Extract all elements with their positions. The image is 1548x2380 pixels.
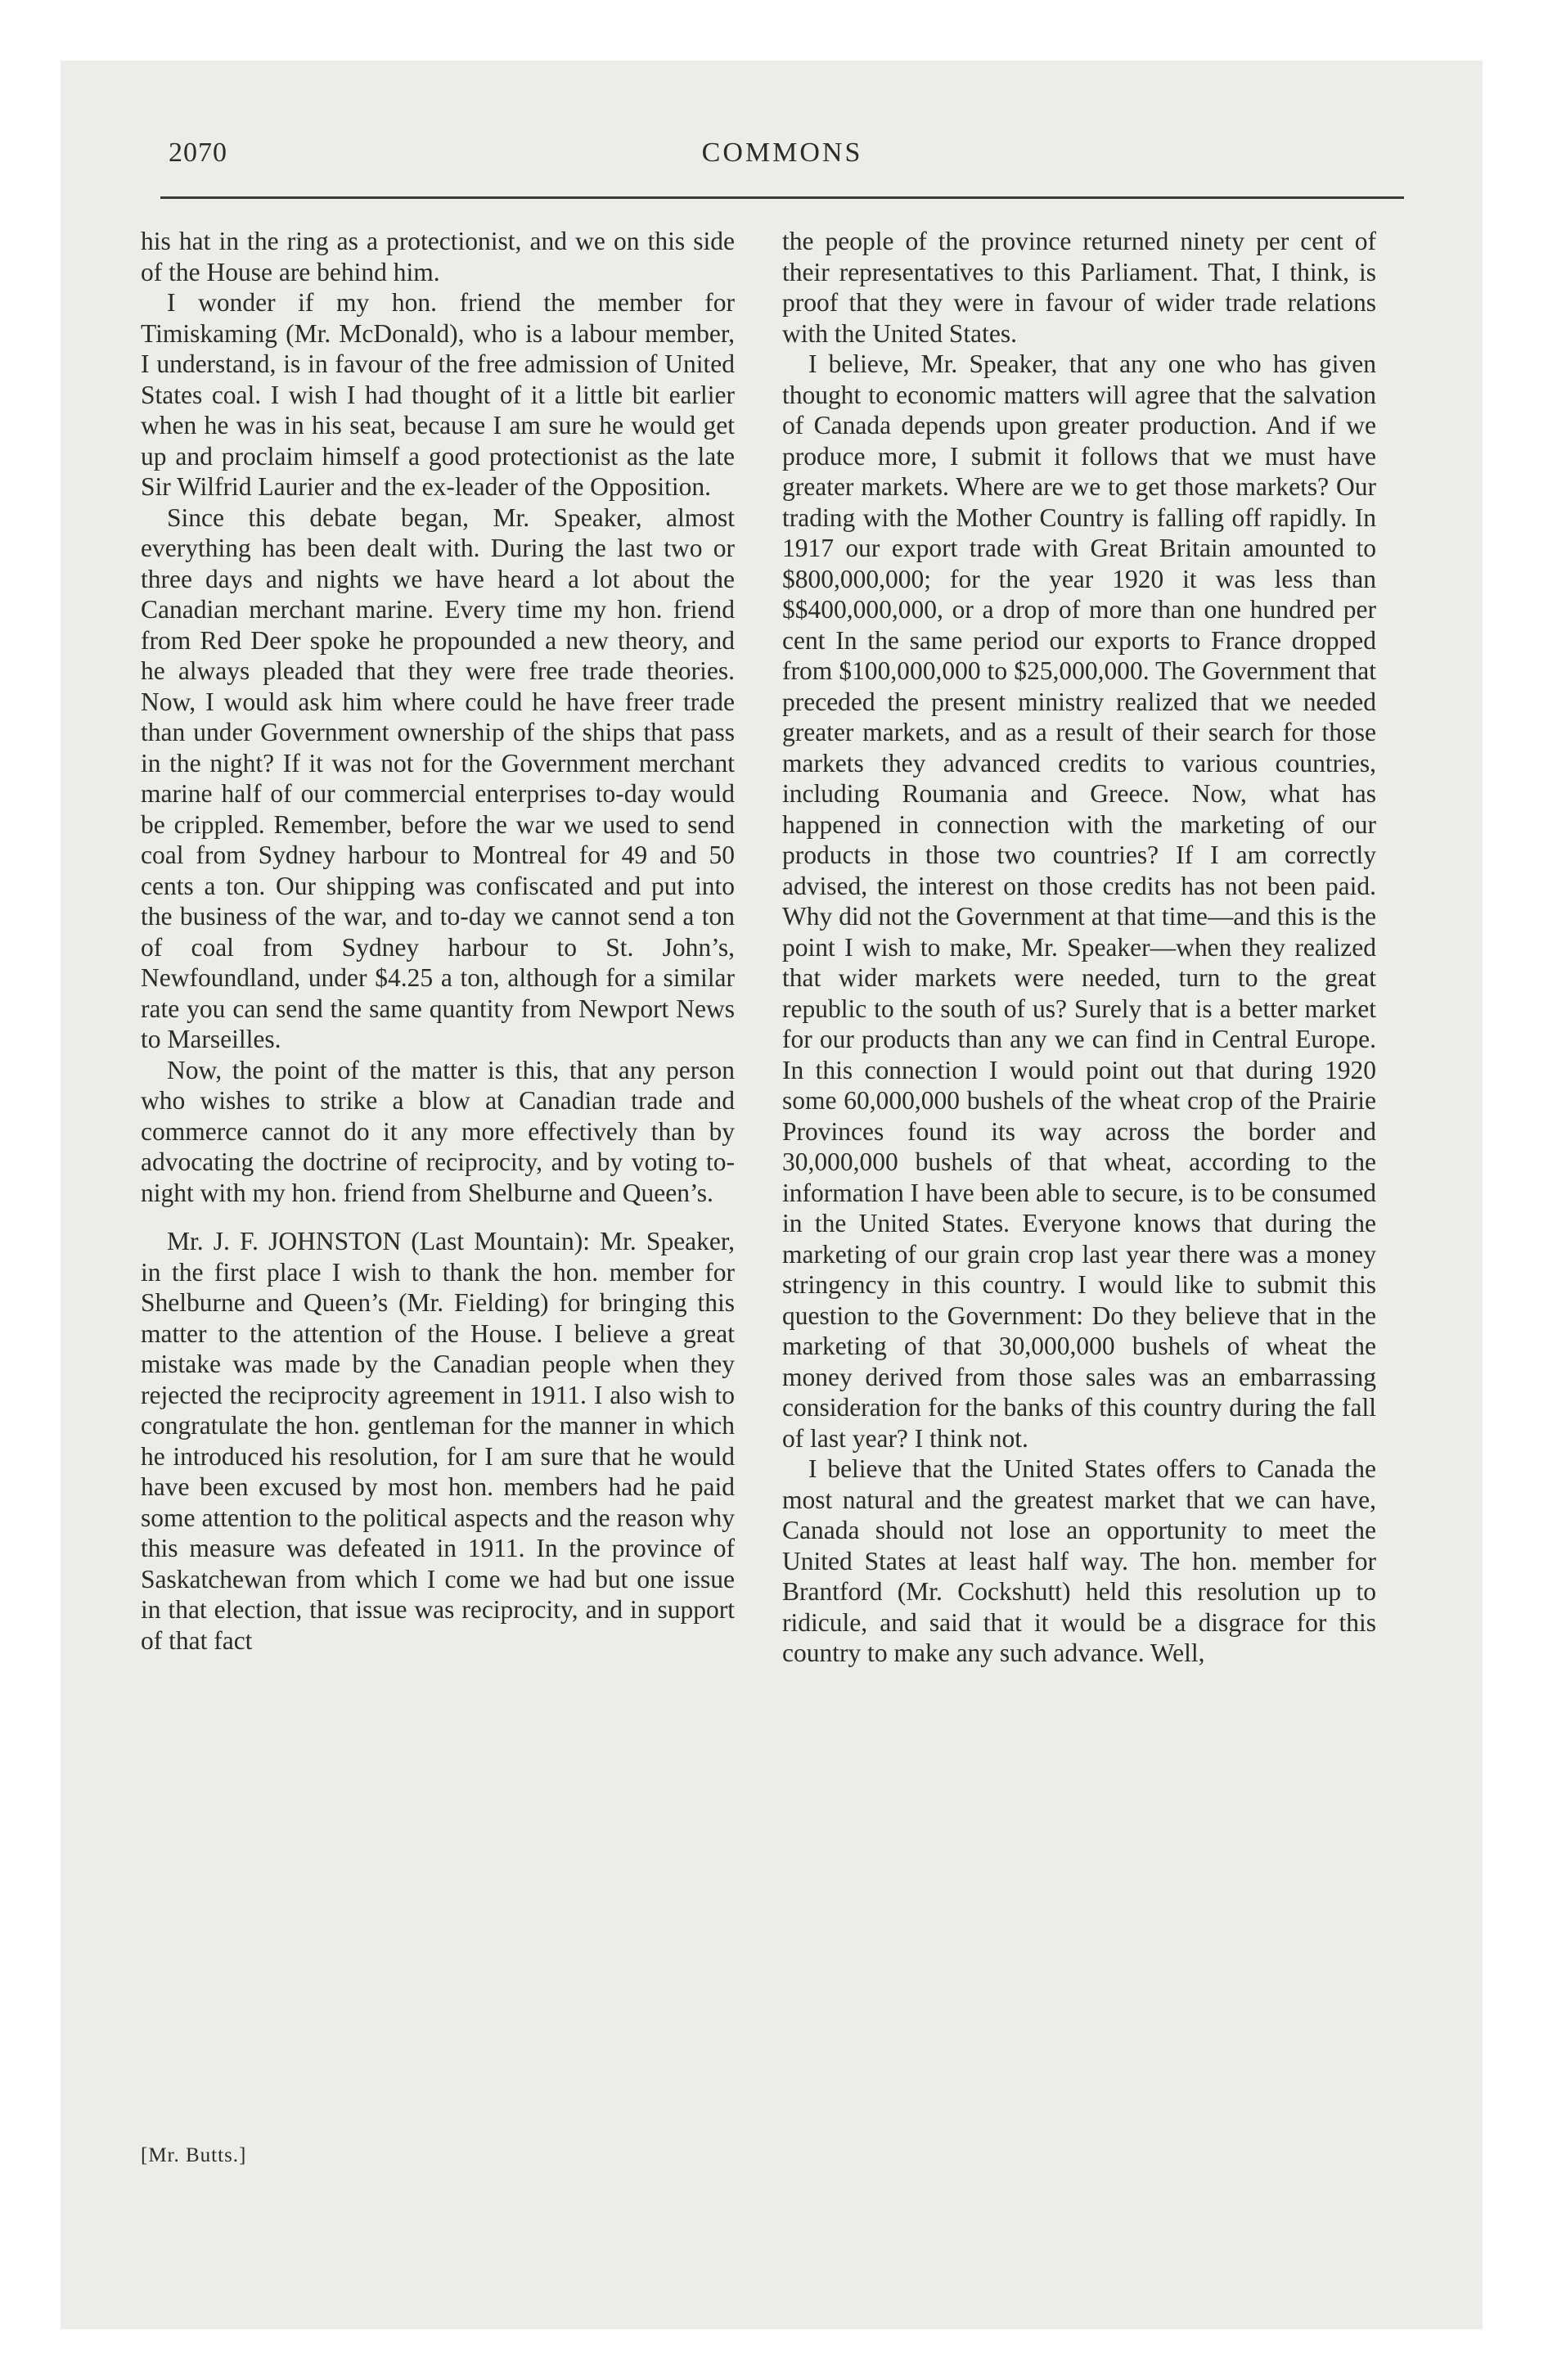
page-title: COMMONS xyxy=(701,137,863,168)
header-rule xyxy=(160,196,1404,199)
left-column xyxy=(141,226,735,1656)
paragraph: Now, the point of the matter is this, that any person who wishes to strike a blow at Canadian trade and commerce cannot do it any more effectively than by advocating the doctrine of reciprocity, and by voting to-night with my hon. friend from Shelburne and Queen’s. xyxy=(141,1055,735,1207)
speaker-paragraph: Mr. J. F. JOHNSTON (Last Mountain): Mr. Speaker, in the first place I wish to thank the hon. member for Shelburne and Queen’s (Mr. Fielding) for bringing this matter to the attention of the House. I believe a great mistake was made by the Canadian people when they rejected the reciprocity agreement in 1911. I also wish to congratulate the hon. gentleman for the manner in which he introduced his resolution, for I am sure that he would have been excused by most hon. members had he paid some attention to the political aspects and the reason why this measure was defeated in 1911. In the province of Saskatchewan from which I come we had but one issue in that election, that issue was reciprocity, and in support of that fact xyxy=(141,1227,735,1655)
paragraph: I believe that the United States offers to Canada the most natural and the greatest market that we can have, Canada should not lose an opportunity to meet the United States at least half way. The hon. member for Brantford (Mr. Cockshutt) held this resolution up to ridicule, and said that it would be a disgrace for this country to make any such advance. Well, xyxy=(782,1454,1376,1667)
paragraph: I believe, Mr. Speaker, that any one who has given thought to economic matters will agree that the salvation of Canada depends upon greater production. And if we produce more, I submit it follows that we must have greater markets. Where are we to get those markets? Our trading with the Mother Country is falling off rapidly. In 1917 our export trade with Great Britain amounted to $800,000,000; for the year 1920 it was less than $$400,000,000, or a drop of more than one hundred per cent In the same period our exports to France dropped from $100,000,000 to $25,000,000. The Government that preceded the present ministry realized that we needed greater markets, and as a result of their search for those markets they advanced credits to various countries, including Roumania and Greece. Now, what has happened in connection with the marketing of our products in those two countries? If I am correctly advised, the interest on those credits has not been paid. Why did not the Government at that time—and this is the point I wish to make, Mr. Speaker—when they realized that wider markets were needed, turn to the great republic to the south of us? Surely that is a better market for our products than any we can find in Central Europe. In this connection I would point out that during 1920 some 60,000,000 bushels of the wheat crop of the Prairie Provinces found its way across the border and 30,000,000 bushels of that wheat, according to the information I have been able to secure, is to be consumed in the United States. Everyone knows that during the marketing of our grain crop last year there was a money stringency in this country. I would like to submit this question to the Government: Do they believe that in the marketing of that 30,000,000 bushels of wheat the money derived from those sales was an embarrassing consideration for the banks of this country during the fall of last year? I think not. xyxy=(782,349,1376,1453)
paragraph: Since this debate began, Mr. Speaker, almost everything has been dealt with. During the last two or three days and nights we have heard a lot about the Canadian merchant marine. Every time my hon. friend from Red Deer spoke he propounded a new theory, and he always pleaded that they were free trade theories. Now, I would ask him where could he have freer trade than under Government ownership of the ships that pass in the night? If it was not for the Government merchant marine half of our commercial enterprises to-day would be crippled. Remember, before the war we used to send coal from Sydney harbour to Montreal for 49 and 50 cents a ton. Our shipping was confiscated and put into the business of the war, and to-day we cannot send a ton of coal from Sydney harbour to St. John’s, Newfoundland, under $4.25 a ton, although for a similar rate you can send the same quantity from Newport News to Marseilles. xyxy=(141,503,735,1053)
paragraph: the people of the province returned ninety per cent of their representatives to this Parliament. That, I think, is proof that they were in favour of wider trade relations with the United States. xyxy=(782,227,1376,348)
paragraph: his hat in the ring as a protectionist, and we on this side of the House are behind him. xyxy=(141,227,735,286)
page-header xyxy=(169,137,1396,178)
page-number: 2070 xyxy=(169,137,227,168)
paragraph: I wonder if my hon. friend the member for Timiskaming (Mr. McDonald), who is a labour member, I understand, is in favour of the free admission of United States coal. I wish I had thought of it a little bit earlier when he was in his seat, because I am sure he would get up and proclaim himself a good protectionist as the late Sir Wilfrid Laurier and the ex-leader of the Opposition. xyxy=(141,288,735,501)
right-column xyxy=(782,226,1376,1669)
footer-note: [Mr. Butts.] xyxy=(141,2144,247,2166)
